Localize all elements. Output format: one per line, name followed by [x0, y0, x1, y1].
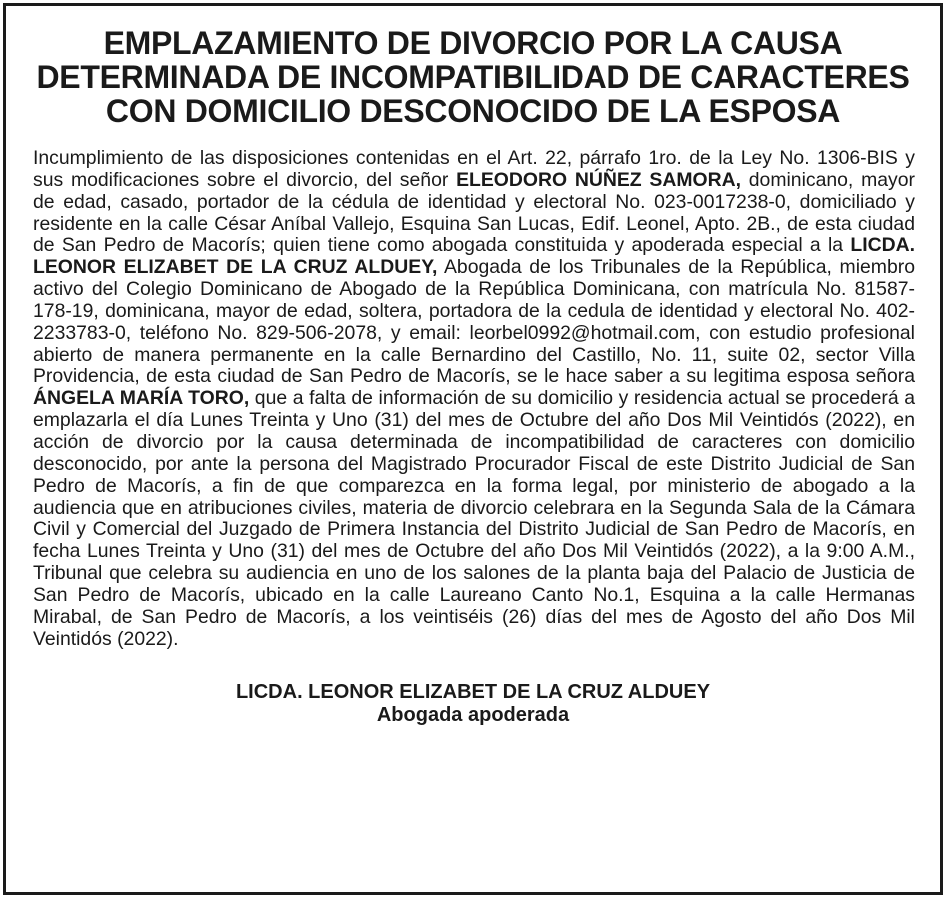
defendant-name: ÁNGELA MARÍA TORO,	[33, 387, 250, 410]
signature-role: Abogada apoderada	[376, 704, 570, 727]
body-text-1: Incumplimiento de las disposiciones contenidas en el Art. 22, párrafo 1ro. de la Ley No. 1306-BIS y sus modificaciones sobre el divorcio, del señor	[33, 147, 915, 191]
plaintiff-name: ELEODORO NÚÑEZ SAMORA,	[456, 168, 741, 191]
signature-block	[6, 681, 940, 727]
attorney-name: LICDA. LEONOR ELIZABET DE LA CRUZ ALDUEY,	[33, 234, 915, 279]
signature-name: LICDA. LEONOR ELIZABET DE LA CRUZ ALDUEY	[235, 681, 711, 704]
title-line-3: CON DOMICILIO DESCONOCIDO DE LA ESPOSA	[105, 93, 841, 129]
notice-title	[28, 26, 918, 128]
body-text-3: Abogada de los Tribunales de la República, miembro activo del Colegio Dominicano de Abogado de la República Dominicana, con matrícula No. 81587-178-19, dominicana, mayor de edad, soltera, portadora de la cedula de identidad y electoral No. 402-2233783-0, teléfono No. 829-506-2078, y email: leorbel0992@hotmail.com, con estudio profesional abierto de manera permanente en la calle Bernardino del Castillo, No. 11, suite 02, sector Villa Providencia, de esta ciudad de San Pedro de Macorís, se le hace saber a su legitima esposa señora	[33, 256, 915, 388]
legal-notice	[3, 3, 943, 895]
body-text-4: que a falta de información de su domicilio y residencia actual se procederá a emplazarla el día Lunes Treinta y Uno (31) del mes de Octubre del año Dos Mil Veintidós (2022), en acción de divorcio por la causa determinada de incompatibilidad de caracteres con domicilio desconocido, por ante la persona del Magistrado Procurador Fiscal de este Distrito Judicial de San Pedro de Macorís, a fin de que comparezca en la forma legal, por ministerio de abogado a la audiencia que en atribuciones civiles, materia de divorcio celebrara en la Segunda Sala de la Cámara Civil y Comercial del Juzgado de Primera Instancia del Distrito Judicial de San Pedro de Macorís, en fecha Lunes Treinta y Uno (31) del mes de Octubre del año Dos Mil Veintidós (2022), a la 9:00 A.M., Tribunal que celebra su audiencia en uno de los salones de la planta baja del Palacio de Justicia de San Pedro de Macorís, ubicado en la calle Laureano Canto No.1, Esquina a la calle Hermanas Mirabal, de San Pedro de Macorís, a los veintiséis (26) días del mes de Agosto del año Dos Mil Veintidós (2022).	[33, 387, 915, 650]
title-line-2: DETERMINADA DE INCOMPATIBILIDAD DE CARACTERES	[36, 59, 910, 95]
notice-body	[33, 148, 915, 650]
body-text-2: dominicano, mayor de edad, casado, portador de la cédula de identidad y electoral No. 023-0017238-0, domiciliado y residente en la calle César Aníbal Vallejo, Esquina San Lucas, Edif. Leonel, Apto. 2B., de esta ciudad de San Pedro de Macorís; quien tiene como abogada constituida y apoderada especial a la	[33, 168, 915, 257]
title-line-1: EMPLAZAMIENTO DE DIVORCIO POR LA CAUSA	[103, 25, 843, 61]
